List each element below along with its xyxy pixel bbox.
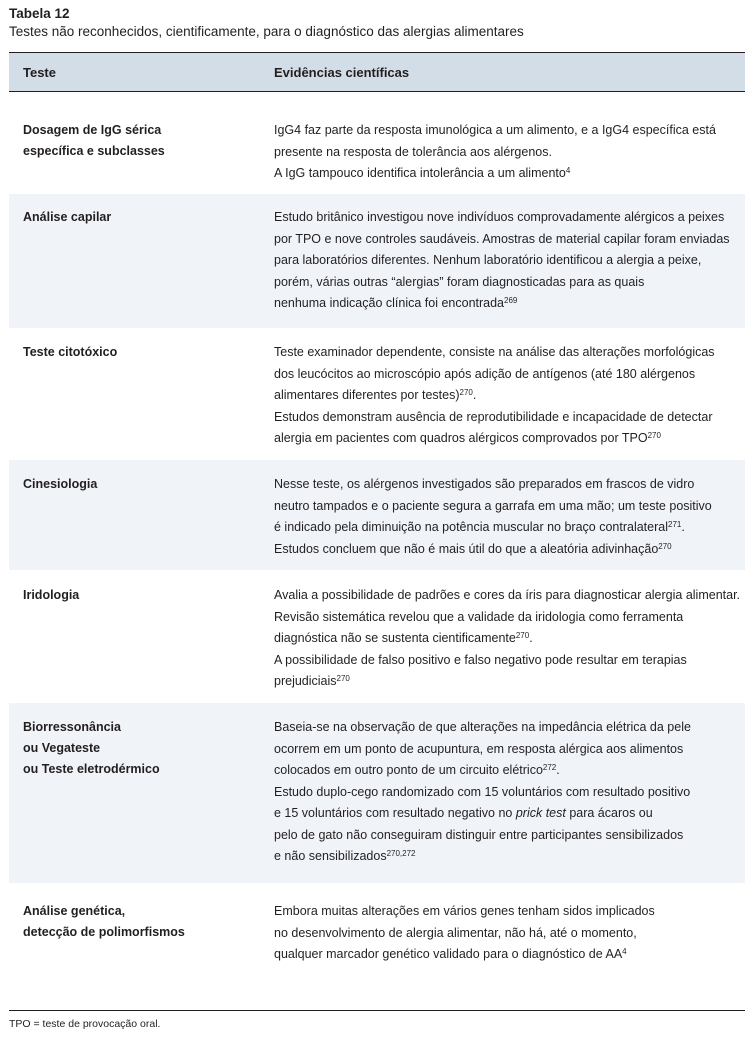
test-name-cell <box>23 585 259 606</box>
evidence-line: e 15 voluntários com resultado negativo no prick test para ácaros ou <box>274 806 653 820</box>
evidence-line: qualquer marcador genético validado para o diagnóstico de $AA^4$ <box>274 947 627 961</box>
evidence-line: Avalia a possibilidade de padrões e cores da íris para diagnosticar alergia alimentar. <box>274 588 741 602</box>
evidence-line: IgG4 faz parte da resposta imunológica a um alimento, e a IgG4 específica está <box>274 123 716 137</box>
test-name-line: Biorressonância <box>23 720 121 734</box>
column-header-test: Teste <box>23 65 56 80</box>
reference-superscript: 270,272 <box>386 849 416 858</box>
table-row <box>9 107 745 194</box>
reference-superscript: 272 <box>542 763 557 772</box>
test-name-line: Cinesiologia <box>23 477 98 491</box>
evidence-cell <box>274 717 739 868</box>
table-row <box>9 328 745 460</box>
table-row <box>9 194 745 328</box>
evidence-line: alimentares diferentes por testes)$^{270}$. <box>274 388 477 402</box>
test-name-line: Dosagem de IgG sérica <box>23 123 162 137</box>
reference-superscript: 4 <box>622 947 627 956</box>
evidence-line: pelo de gato não conseguiram distinguir entre participantes sensibilizados <box>274 827 684 842</box>
test-name-line: Iridologia <box>23 588 80 602</box>
table-row <box>9 570 745 703</box>
evidence-line: Revisão sistemática revelou que a validade da iridologia como ferramenta <box>274 609 684 624</box>
evidence-line: A possibilidade de falso positivo e falso negativo pode resultar em terapias <box>274 652 687 667</box>
evidence-line: neutro tampados e o paciente segura a garrafa em uma mão; um teste positivo <box>274 498 712 513</box>
evidence-line: Embora muitas alterações em vários genes tenham sidos implicados <box>274 904 655 918</box>
evidence-line: diagnóstica não se sustenta cientificamente$^{270}$. <box>274 631 533 645</box>
table-header <box>9 53 745 91</box>
table-row <box>9 703 745 883</box>
evidence-line: no desenvolvimento de alergia alimentar, não há, até o momento, <box>274 925 637 940</box>
column-header-evidence: Evidências científicas <box>274 65 410 80</box>
evidence-line: dos leucócitos ao microscópio após adição de antígenos (até 180 alérgenos <box>274 366 696 381</box>
reference-superscript: 270 <box>658 541 672 551</box>
evidence-cell <box>274 120 739 185</box>
test-name-line: ou Vegateste <box>23 741 101 755</box>
table-footnote: TPO = teste de provocação oral. <box>9 1018 161 1030</box>
test-name-cell <box>23 342 259 363</box>
evidence-line: porém, várias outras “alergias” foram diagnosticadas para as quais <box>274 274 645 289</box>
test-name-line: ou Teste eletrodérmico <box>23 762 160 776</box>
test-name-cell <box>23 474 259 495</box>
test-name-line: específica e subclasses <box>23 144 165 158</box>
evidence-line: alergia em pacientes com quadros alérgicos comprovados por TPO$^{270}$ <box>274 431 661 445</box>
table-caption-title: Tabela 12 <box>9 6 70 21</box>
evidence-line: Teste examinador dependente, consiste na análise das alterações morfológicas <box>274 345 715 359</box>
test-name-cell <box>23 717 259 780</box>
reference-superscript: 270 <box>336 674 350 683</box>
table-bottom-rule <box>9 1010 745 1011</box>
table-caption-subtitle: Testes não reconhecidos, cientificamente, para o diagnóstico das alergias alimentares <box>9 24 524 39</box>
evidence-cell <box>274 207 739 315</box>
evidence-line: Estudo duplo-cego randomizado com 15 voluntários com resultado positivo <box>274 784 691 799</box>
evidence-line: ocorrem em um ponto de acupuntura, em resposta alérgica aos alimentos <box>274 741 684 756</box>
evidence-line: prejudiciais$^{270}$ <box>274 674 350 688</box>
evidence-cell <box>274 585 739 693</box>
evidence-line: Nesse teste, os alérgenos investigados são preparados em frascos de vidro <box>274 477 695 491</box>
evidence-line: Estudo britânico investigou nove indivíduos comprovadamente alérgicos a peixes <box>274 210 725 224</box>
test-name-line: Teste citotóxico <box>23 345 118 359</box>
evidence-line: Estudos concluem que não é mais útil do que a aleatória adivinhação$^{270}$ <box>274 541 672 556</box>
test-name-line: detecção de polimorfismos <box>23 925 185 939</box>
test-name-line: Análise capilar <box>23 210 112 224</box>
evidence-cell <box>274 901 739 966</box>
reference-superscript: 271 <box>668 520 682 529</box>
evidence-line: para laboratórios diferentes. Nenhum laboratório identificou a alergia a peixe, <box>274 253 702 267</box>
evidence-line: Estudos demonstram ausência de reprodutibilidade e incapacidade de detectar <box>274 409 713 424</box>
evidence-line: é indicado pela diminuição na potência muscular no braço contralateral$^{271}$. <box>274 520 685 534</box>
evidence-cell <box>274 342 739 450</box>
evidence-line: colocados em outro ponto de um circuito elétrico$^{272}$. <box>274 763 560 777</box>
table-row <box>9 460 745 570</box>
test-name-cell <box>23 120 259 162</box>
evidence-line: nenhuma indicação clínica foi encontrada$^{269}$ <box>274 296 518 310</box>
evidence-line: A IgG tampouco identifica intolerância a um alimento$^4$ <box>274 166 571 180</box>
evidence-line: presente na resposta de tolerância aos alérgenos. <box>274 144 552 159</box>
italic-term: prick test <box>515 806 566 820</box>
evidence-line: e não sensibilizados$^{270,272}$ <box>274 849 416 863</box>
reference-superscript: 269 <box>504 296 518 305</box>
evidence-line: Baseia-se na observação de que alterações na impedância elétrica da pele <box>274 720 691 734</box>
reference-superscript: 4 <box>565 166 571 175</box>
reference-superscript: 270 <box>459 388 473 397</box>
test-name-cell <box>23 207 259 228</box>
evidence-line: por TPO e nove controles saudáveis. Amostras de material capilar foram enviadas <box>274 231 730 246</box>
test-name-cell <box>23 901 259 943</box>
test-name-line: Análise genética, <box>23 904 126 918</box>
reference-superscript: 270 <box>647 431 661 440</box>
reference-superscript: 270 <box>515 631 530 640</box>
table-header-rule <box>9 91 745 92</box>
table-row <box>9 883 745 1003</box>
evidence-cell <box>274 474 739 560</box>
